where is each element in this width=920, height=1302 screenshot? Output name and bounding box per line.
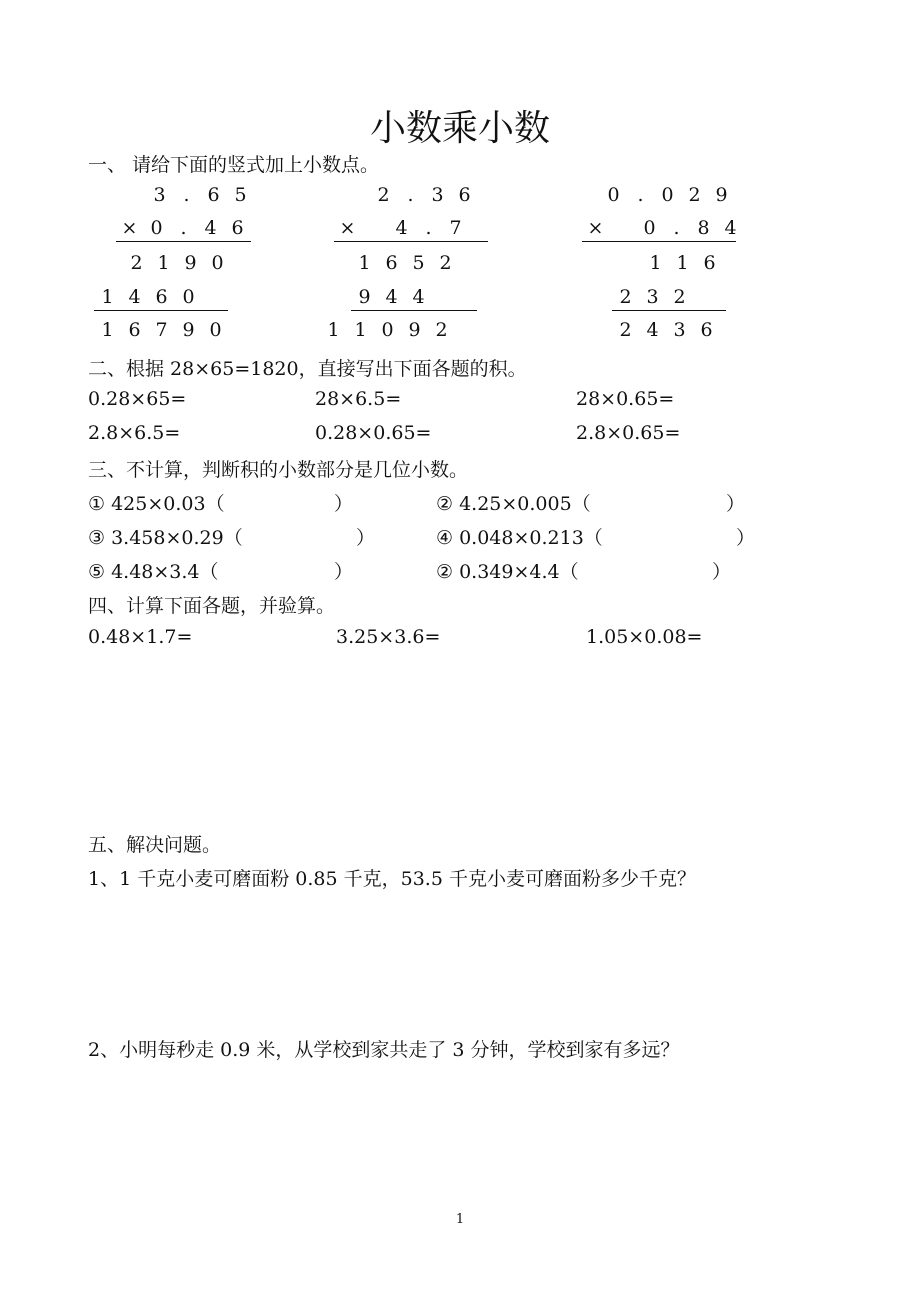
digit: 6 xyxy=(700,319,713,341)
digit: 9 xyxy=(184,252,197,274)
digit: 0 xyxy=(211,252,224,274)
v1-row2 xyxy=(116,217,251,242)
s2-item: 28×6.5= xyxy=(315,388,402,410)
digit: 6 xyxy=(207,184,220,206)
digit: 1 xyxy=(157,252,170,274)
s3-item-close: ） xyxy=(356,527,376,549)
digit: . xyxy=(183,184,190,206)
s4-item: 3.25×3.6= xyxy=(336,626,441,648)
problem-2: 2、小明每秒走 0.9 米，从学校到家共走了 3 分钟，学校到家有多远？ xyxy=(88,1039,680,1061)
digit: 0 xyxy=(182,286,195,308)
v3-row5 xyxy=(612,319,720,341)
digit: × xyxy=(587,217,604,239)
s2-item: 2.8×6.5= xyxy=(88,422,181,444)
s3-item-label: ⑤ 4.48×3.4（ xyxy=(88,561,219,583)
digit: 3 xyxy=(646,286,659,308)
digit: . xyxy=(407,184,414,206)
section-2-heading: 二、根据 28×65=1820，直接写出下面各题的积。 xyxy=(88,358,527,380)
s3-item-label: ① 425×0.03（ xyxy=(88,493,225,515)
digit: 2 xyxy=(435,319,448,341)
digit: 5 xyxy=(234,184,247,206)
digit: 1 xyxy=(354,319,367,341)
digit: 2 xyxy=(130,252,143,274)
digit: 0 xyxy=(643,217,656,239)
s2-item: 28×0.65= xyxy=(576,388,675,410)
digit: × xyxy=(121,217,138,239)
digit: 2 xyxy=(439,252,452,274)
v3-row3 xyxy=(642,252,723,274)
v1-row5 xyxy=(94,319,229,341)
digit: 0 xyxy=(381,319,394,341)
digit: 4 xyxy=(385,286,398,308)
digit: 9 xyxy=(715,184,728,206)
digit: . xyxy=(637,184,644,206)
s3-item-close: ） xyxy=(712,561,732,583)
v3-row4 xyxy=(612,286,726,311)
digit: 3 xyxy=(431,184,444,206)
digit: 4 xyxy=(724,217,737,239)
digit: 1 xyxy=(649,252,662,274)
s2-item: 0.28×65= xyxy=(88,388,187,410)
s3-item-close: ） xyxy=(334,561,354,583)
digit: 6 xyxy=(155,286,168,308)
section-5-heading: 五、解决问题。 xyxy=(88,834,222,856)
page-title: 小数乘小数 xyxy=(369,108,550,149)
digit: . xyxy=(425,217,432,239)
digit: 0 xyxy=(209,319,222,341)
digit: 3 xyxy=(673,319,686,341)
section-4-heading: 四、计算下面各题，并验算。 xyxy=(88,595,336,617)
digit: 9 xyxy=(358,286,371,308)
v1-row4 xyxy=(94,286,228,311)
digit: 6 xyxy=(385,252,398,274)
digit: 1 xyxy=(101,286,114,308)
digit: 1 xyxy=(327,319,340,341)
v2-row3 xyxy=(351,252,459,274)
digit: 4 xyxy=(128,286,141,308)
digit: 9 xyxy=(182,319,195,341)
digit: . xyxy=(180,217,187,239)
digit: 4 xyxy=(412,286,425,308)
digit: 0 xyxy=(607,184,620,206)
v1-row1 xyxy=(146,184,254,206)
digit: 7 xyxy=(449,217,462,239)
digit: 2 xyxy=(673,286,686,308)
digit: 4 xyxy=(204,217,217,239)
digit: 0 xyxy=(661,184,674,206)
s3-item-close: ） xyxy=(726,493,746,515)
digit: 2 xyxy=(688,184,701,206)
digit: 2 xyxy=(377,184,390,206)
s3-item-label: ② 0.349×4.4（ xyxy=(436,561,579,583)
s3-item-close: ） xyxy=(334,493,354,515)
digit: 0 xyxy=(150,217,163,239)
v3-row2 xyxy=(582,217,736,242)
s3-item-label: ② 4.25×0.005（ xyxy=(436,493,591,515)
s4-item: 1.05×0.08= xyxy=(586,626,703,648)
digit: 1 xyxy=(358,252,371,274)
digit: 4 xyxy=(395,217,408,239)
digit: 8 xyxy=(697,217,710,239)
v2-row4 xyxy=(351,286,477,311)
digit: 1 xyxy=(101,319,114,341)
section-1-heading: 一、 请给下面的竖式加上小数点。 xyxy=(88,154,380,176)
s3-item-label: ③ 3.458×0.29（ xyxy=(88,527,243,549)
digit: 4 xyxy=(646,319,659,341)
digit: × xyxy=(339,217,356,239)
digit: 9 xyxy=(408,319,421,341)
page-number: 1 xyxy=(455,1212,465,1227)
s3-item-label: ④ 0.048×0.213（ xyxy=(436,527,603,549)
s4-item: 0.48×1.7= xyxy=(88,626,193,648)
digit: 6 xyxy=(231,217,244,239)
digit: 6 xyxy=(128,319,141,341)
digit: 3 xyxy=(153,184,166,206)
v2-row2 xyxy=(334,217,488,242)
digit: 6 xyxy=(458,184,471,206)
s3-item-close: ） xyxy=(736,527,756,549)
s2-item: 2.8×0.65= xyxy=(576,422,681,444)
s2-item: 0.28×0.65= xyxy=(315,422,432,444)
section-3-heading: 三、不计算，判断积的小数部分是几位小数。 xyxy=(88,459,469,481)
digit: 1 xyxy=(676,252,689,274)
digit: . xyxy=(673,217,680,239)
v2-row1 xyxy=(370,184,478,206)
v1-row3 xyxy=(123,252,231,274)
problem-1: 1、1 千克小麦可磨面粉 0.85 千克，53.5 千克小麦可磨面粉多少千克？ xyxy=(88,868,696,890)
v3-row1 xyxy=(600,184,735,206)
digit: 2 xyxy=(619,286,632,308)
v2-row5 xyxy=(320,319,455,341)
digit: 7 xyxy=(155,319,168,341)
digit: 6 xyxy=(703,252,716,274)
digit: 5 xyxy=(412,252,425,274)
digit: 2 xyxy=(619,319,632,341)
